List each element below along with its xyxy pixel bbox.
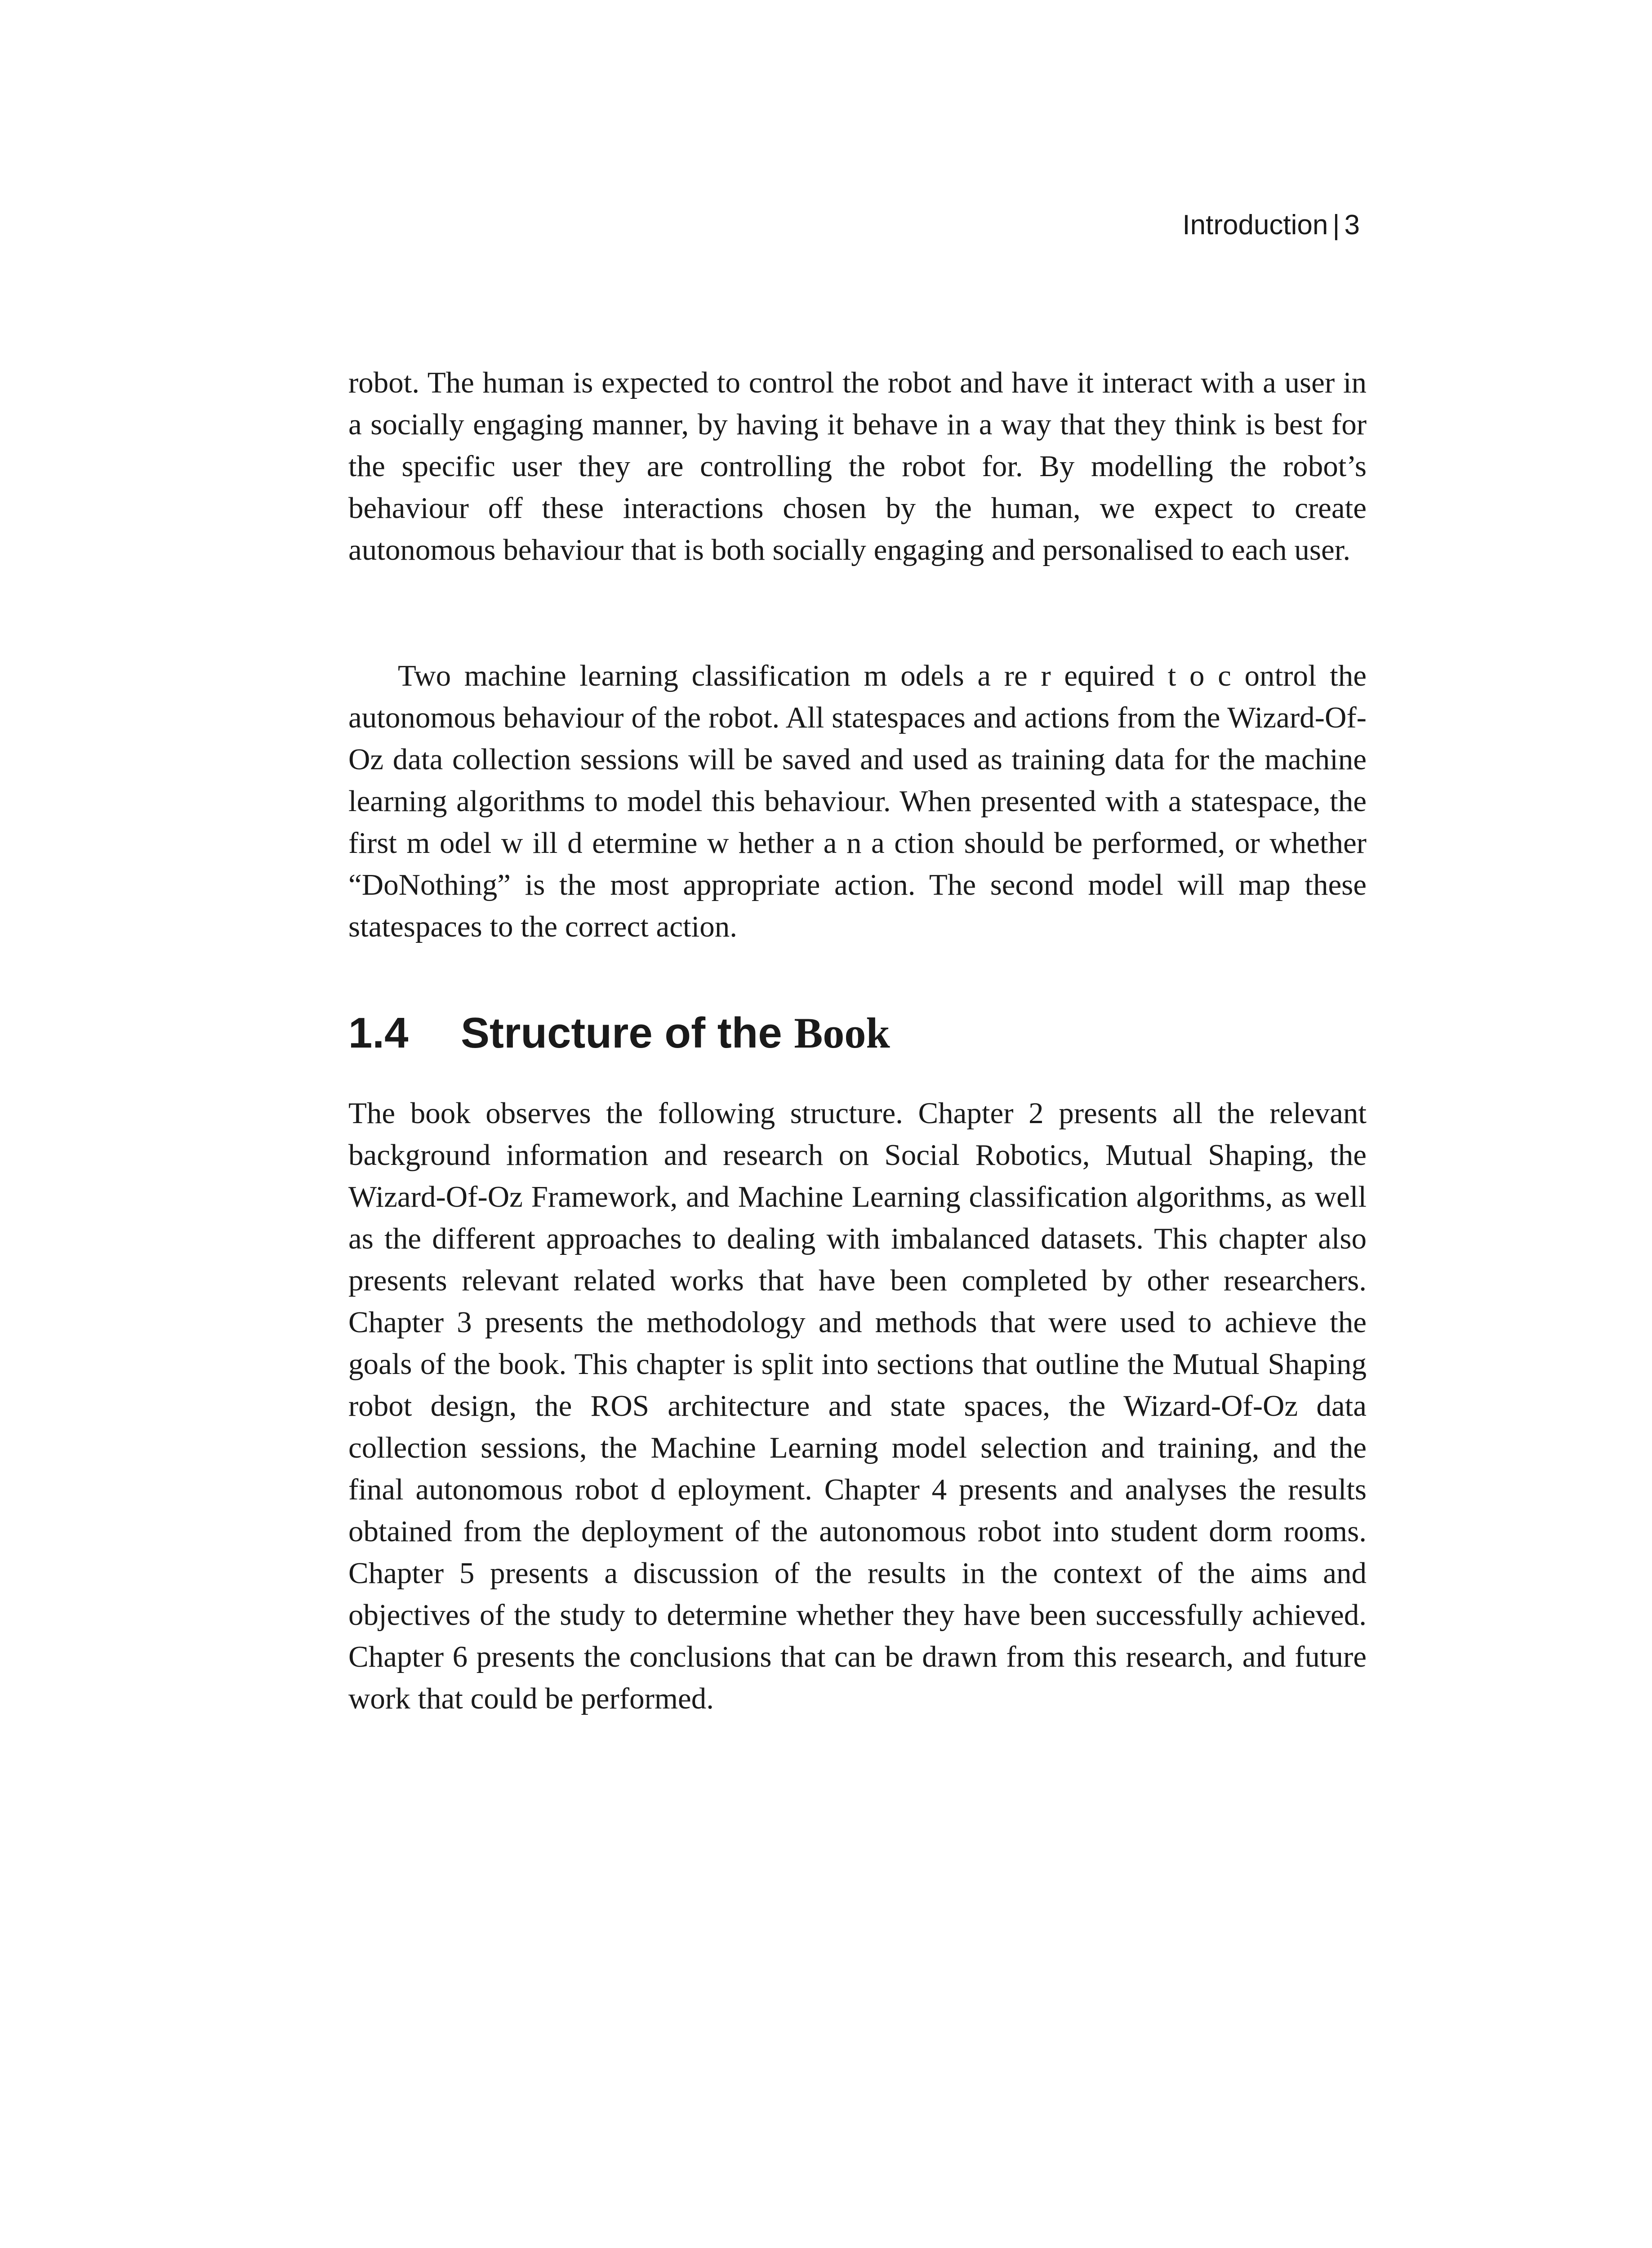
header-section-title: Introduction [1182,210,1328,241]
section-heading [348,1009,890,1057]
body-paragraph-3 [348,1093,1367,1720]
paragraph-text: robot. The human is expected to control the robot and have it interact with a user in a socially engaging manner, by having it behave in a way that they think is best for the specific user they are controlling the robot for. By modelling the robot’s behaviour off these interactions chosen by the human, we expect to create autonomous behaviour that is both socially engaging and personalised to each user. [348,366,1367,566]
page-number: 3 [1344,210,1360,241]
body-paragraph-2 [348,655,1367,948]
body-paragraph-1 [348,362,1367,571]
section-title: Structure of the [461,1009,782,1057]
section-number: 1.4 [348,1009,409,1057]
header-separator: | [1332,210,1340,241]
paragraph-text: Two machine learning classification m odels a re r equired t o c ontrol the autonomous behaviour of the robot. All statespaces and actions from the Wizard-Of-Oz data collection sessions will be saved and used as training data for the machine learning algorithms to model this behaviour. When presented with a statespace, the first m odel w ill d etermine w hether a n a ction should be performed, or whether “DoNothing” is the most appropriate action. The second model will map these statespaces to the correct action. [348,659,1367,943]
running-header [1182,211,1360,239]
paragraph-text: The book observes the following structure. Chapter 2 presents all the relevant background information and research on Social Robotics, Mutual Shaping, the Wizard-Of-Oz Framework, and Machine Learning classification algorithms, as well as the different approaches to dealing with imbalanced datasets. This chapter also presents relevant related works that have been completed by other researchers. Chapter 3 presents the methodology and methods that were used to achieve the goals of the book. This chapter is split into sections that outline the Mutual Shaping robot design, the ROS architecture and state spaces, the Wizard-Of-Oz data collection sessions, the Machine Learning model selection and training, and the final autonomous robot d eployment. Chapter 4 presents and analyses the results obtained from the deployment of the autonomous robot into student dorm rooms. Chapter 5 presents a discussion of the results in the context of the aims and objectives of the study to determine whether they have been successfully achieved. Chapter 6 presents the conclusions that can be drawn from this research, and future work that could be performed. [348,1097,1367,1715]
section-title-last-word: Book [794,1009,890,1057]
